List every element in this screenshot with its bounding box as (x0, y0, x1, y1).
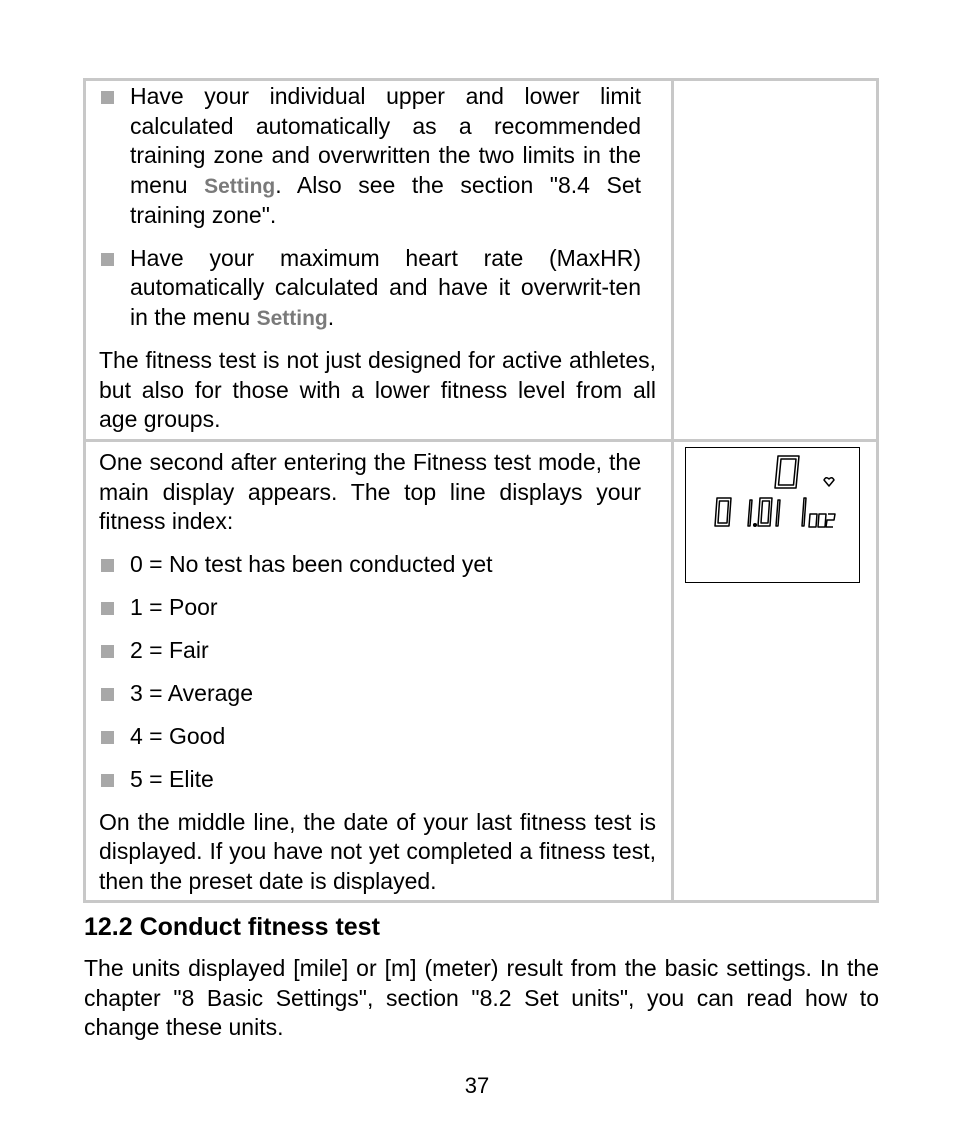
list-item: 5 = Elite (99, 765, 656, 795)
page-number: 37 (464, 1073, 490, 1098)
list-item: 2 = Fair (99, 636, 656, 666)
table-row-divider (86, 439, 876, 442)
list-item: Have your individual upper and lower limit calculated automatically as a recommended training zone and overwritten the two limits in the menu Setting. Also see the section "8.4 Set training zone". (99, 82, 641, 231)
list-item: 1 = Poor (99, 593, 656, 623)
table-column-divider (671, 81, 674, 900)
setting-menu-ref: Setting (256, 306, 328, 330)
section-body: The units displayed [mile] or [m] (meter) result from the basic settings. In the chapter "8 Basic Settings", section "8.2 Set units", you can read how to change these units. (84, 955, 879, 1040)
list-item: 3 = Average (99, 679, 656, 709)
lcd-digits (686, 448, 859, 582)
table-cell-row1 (99, 82, 656, 435)
lcd-display (685, 447, 860, 583)
list-item: Have your maximum heart rate (MaxHR) automatically calculated and have it overwrit-ten in the menu Setting. (99, 244, 641, 334)
paragraph: On the middle line, the date of your last fitness test is displayed. If you have not yet completed a fitness test, then the preset date is displayed. (99, 808, 656, 894)
list-item: 0 = No test has been conducted yet (99, 550, 656, 580)
paragraph: One second after entering the Fitness test mode, the main display appears. The top line displays your fitness index: (99, 449, 641, 534)
list-item: 4 = Good (99, 722, 656, 752)
setting-menu-ref: Setting (204, 174, 276, 198)
paragraph: The fitness test is not just designed for active athletes, but also for those with a lower fitness level from all age groups. (99, 347, 656, 432)
table-cell-row2 (99, 448, 656, 896)
section-heading: 12.2 Conduct fitness test (84, 913, 380, 941)
